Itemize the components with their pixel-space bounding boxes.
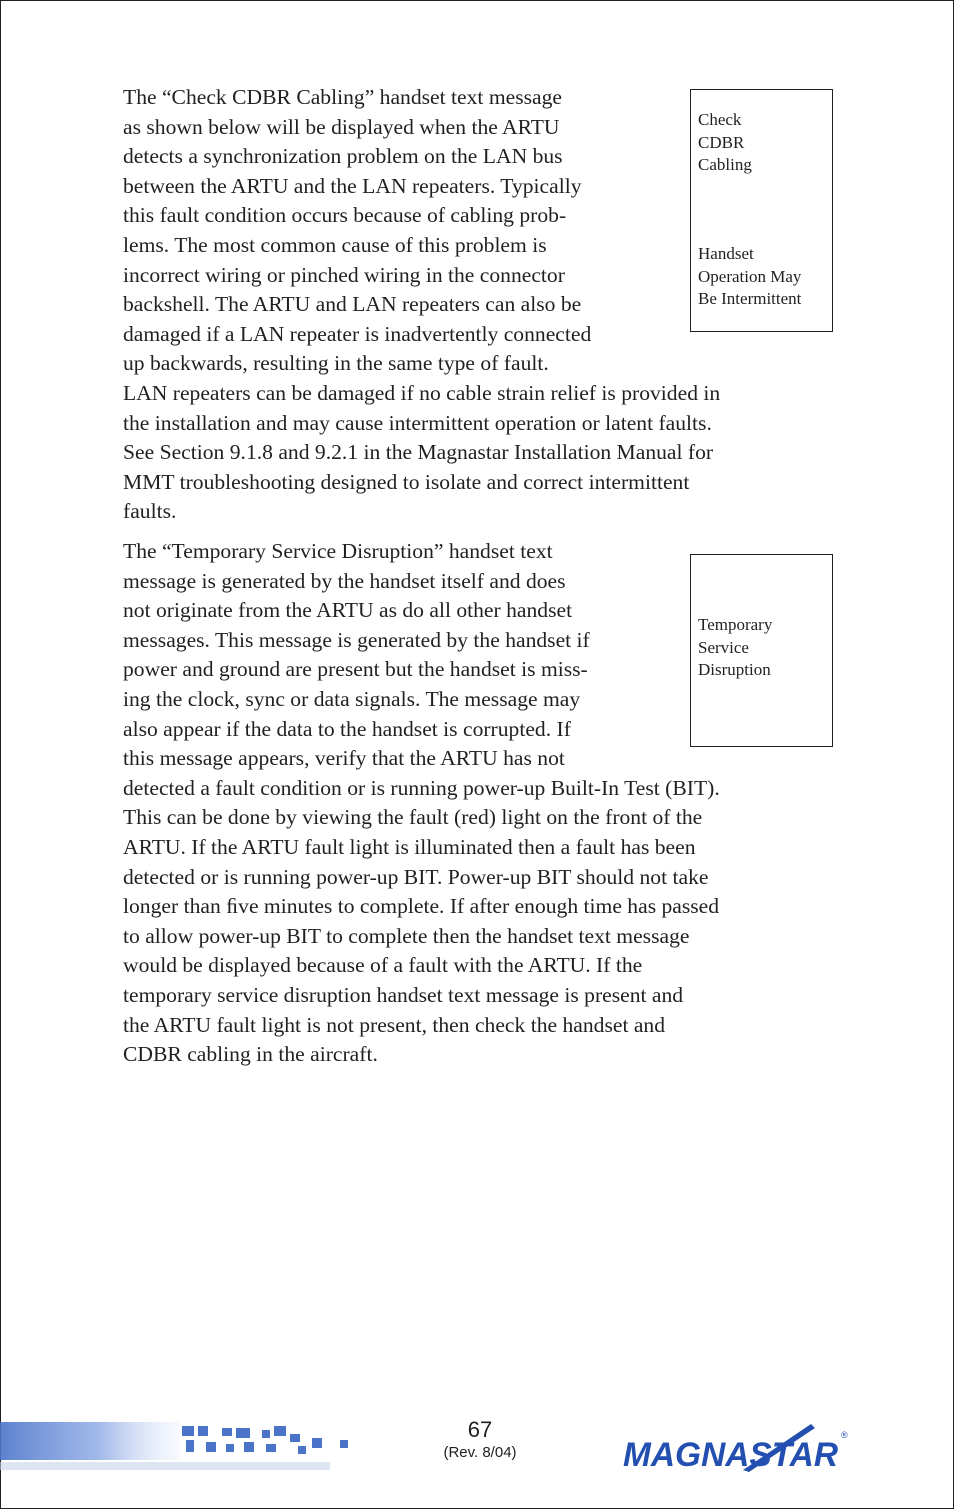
- box1-top-text: [698, 109, 752, 177]
- text-line: detected a fault condition or is running power-up Built-In Test (BIT).: [123, 775, 720, 800]
- text-line: messages. This message is generated by the handset if: [123, 627, 590, 652]
- text-line: lems. The most common cause of this problem is: [123, 232, 547, 257]
- text-line: this message appears, verify that the ARTU has not: [123, 746, 565, 771]
- text-line: would be displayed because of a fault with the ARTU. If the: [123, 953, 643, 978]
- text-line: between the ARTU and the LAN repeaters. Typically: [123, 173, 582, 198]
- text-line: up backwards, resulting in the same type of fault.: [123, 351, 549, 376]
- handset-message-box-check-cdbr: [690, 89, 833, 332]
- text-line: incorrect wiring or pinched wiring in the connector: [123, 262, 565, 287]
- svg-text:®: ®: [841, 1430, 848, 1440]
- text-line: power and ground are present but the handset is miss-: [123, 657, 588, 682]
- text-line: damaged if a LAN repeater is inadvertently connected: [123, 321, 592, 346]
- magnastar-logo: [615, 1418, 855, 1478]
- text-line: See Section 9.1.8 and 9.2.1 in the Magnastar Installation Manual for: [123, 440, 714, 465]
- text-line: CDBR cabling in the aircraft.: [123, 1042, 378, 1067]
- text-line: The “Temporary Service Disruption” handset text: [123, 539, 553, 563]
- text-line: CDBR: [698, 132, 745, 152]
- footer-decorative-strip: [0, 1412, 360, 1482]
- text-line: The “Check CDBR Cabling” handset text message: [123, 85, 562, 109]
- handset-message-box-temporary-service: [690, 554, 833, 747]
- box1-bottom-text: [698, 243, 801, 311]
- text-line: as shown below will be displayed when the ARTU: [123, 114, 560, 139]
- text-line: Operation May: [698, 266, 802, 286]
- text-line: Handset: [698, 244, 754, 263]
- text-line: Be Intermittent: [698, 289, 802, 308]
- text-line: Temporary: [698, 615, 773, 634]
- text-line: MMT troubleshooting designed to isolate and correct intermittent: [123, 469, 690, 494]
- text-line: Cabling: [698, 155, 752, 174]
- text-line: This can be done by viewing the fault (red) light on the front of the: [123, 805, 703, 830]
- text-line: detects a synchronization problem on the LAN bus: [123, 144, 563, 169]
- page-number: 67: [467, 1417, 493, 1442]
- text-line: the installation and may cause intermittent operation or latent faults.: [123, 410, 712, 435]
- text-line: ARTU. If the ARTU fault light is illuminated then a fault has been: [123, 834, 696, 859]
- text-line: longer than ﬁve minutes to complete. If after enough time has passed: [123, 894, 720, 919]
- paragraph-temporary-service-disruption: [123, 537, 720, 1070]
- text-line: message is generated by the handset itself and does: [123, 568, 566, 593]
- text-line: Service: [698, 637, 749, 657]
- text-line: to allow power-up BIT to complete then the handset text message: [123, 923, 690, 948]
- box2-text: [698, 614, 772, 682]
- text-line: this fault condition occurs because of cabling prob-: [123, 203, 567, 228]
- text-line: Disruption: [698, 660, 771, 679]
- text-line: faults.: [123, 499, 177, 524]
- text-line: LAN repeaters can be damaged if no cable strain relief is provided in: [123, 380, 721, 405]
- text-line: also appear if the data to the handset is corrupted. If: [123, 716, 571, 741]
- text-line: Check: [698, 110, 742, 129]
- text-line: detected or is running power-up BIT. Power-up BIT should not take: [123, 864, 709, 889]
- paragraph-check-cdbr: [123, 83, 720, 527]
- text-line: the ARTU fault light is not present, then check the handset and: [123, 1012, 666, 1037]
- svg-text:MAGNASTAR: MAGNASTAR: [623, 1436, 839, 1474]
- text-line: temporary service disruption handset text message is present and: [123, 982, 684, 1007]
- revision-date: (Rev. 8/04): [443, 1444, 517, 1461]
- text-line: ing the clock, sync or data signals. The message may: [123, 686, 581, 711]
- text-line: not originate from the ARTU as do all other handset: [123, 598, 573, 623]
- text-line: backshell. The ARTU and LAN repeaters can also be: [123, 292, 582, 317]
